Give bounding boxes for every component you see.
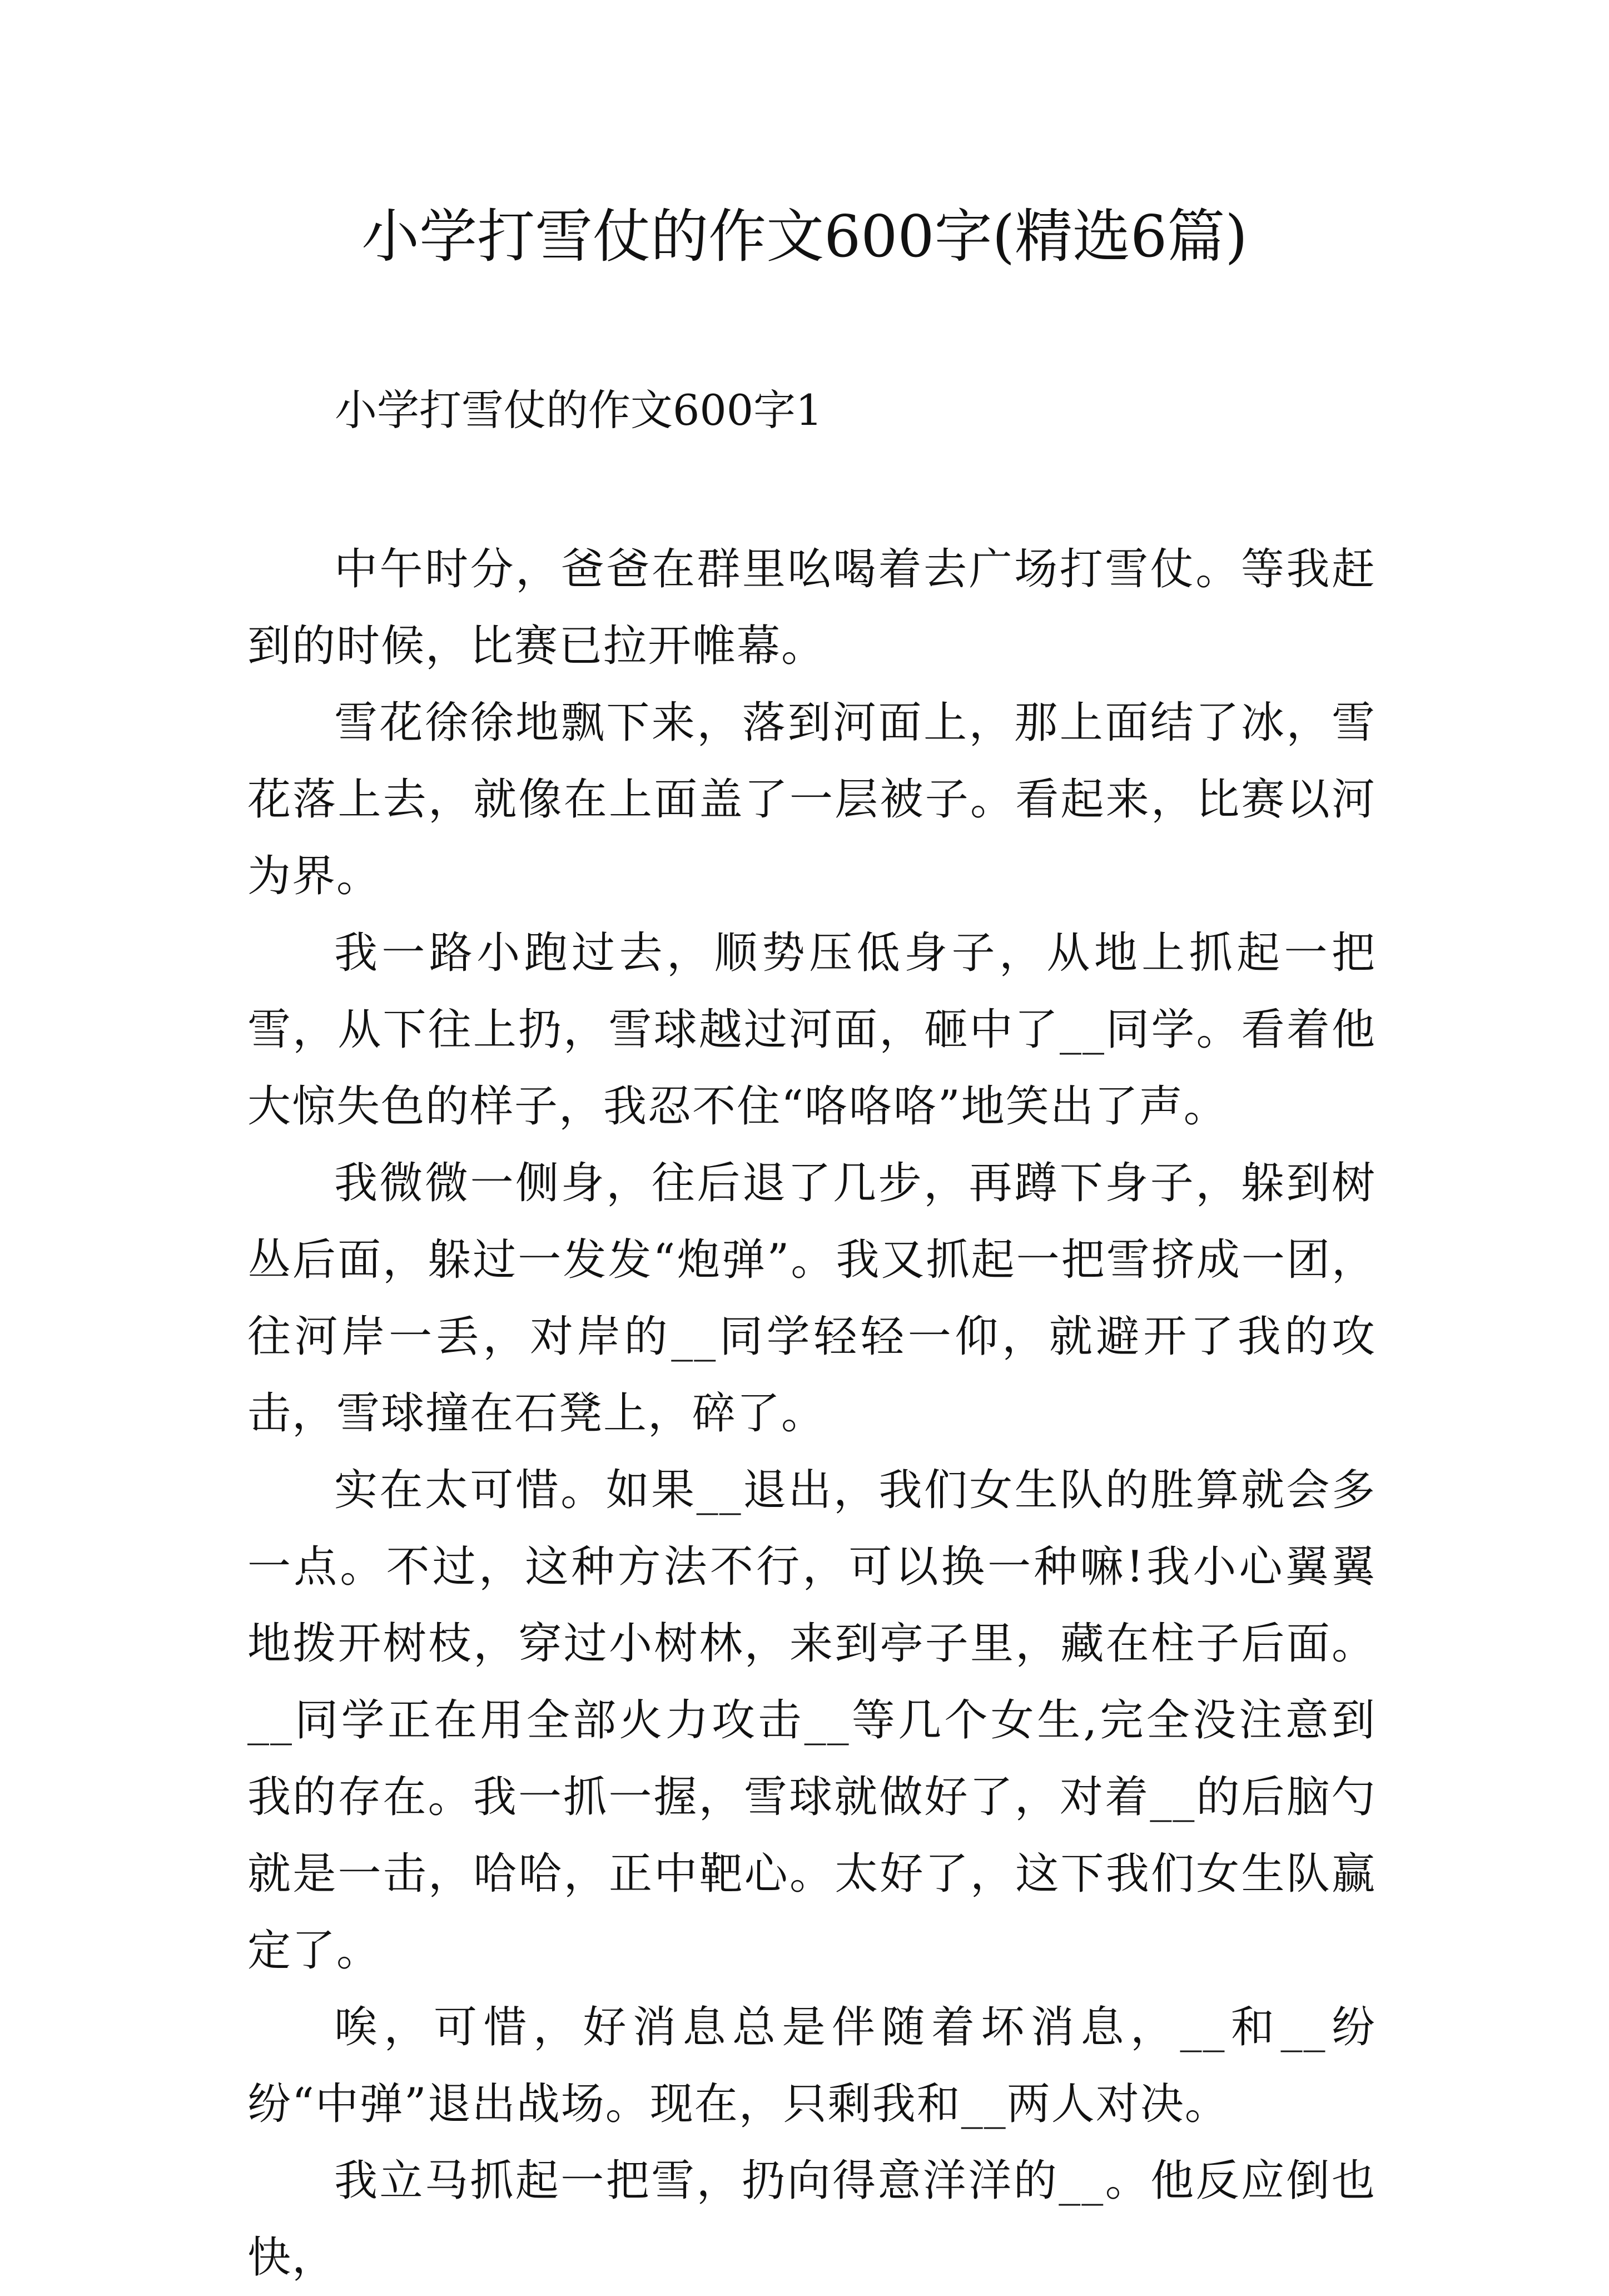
document-title: 小学打雪仗的作文600字(精选6篇) (361, 202, 1248, 270)
paragraph: 唉，可惜，好消息总是伴随着坏消息，__和__纷纷“中弹”退出战场。现在，只剩我和__两人对决。 (247, 2002, 1376, 2129)
essay-body (247, 531, 1376, 2296)
paragraph: 我微微一侧身，往后退了几步，再蹲下身子，躲到树丛后面，躲过一发发“炮弹”。我又抓起一把雪挤成一团，往河岸一丢，对岸的__同学轻轻一仰，就避开了我的攻击，雪球撞在石凳上，碎了。 (247, 1158, 1376, 1439)
paragraph: 我立马抓起一把雪，扔向得意洋洋的__。他反应倒也快， (247, 2156, 1376, 2283)
paragraph: 中午时分，爸爸在群里吆喝着去广场打雪仗。等我赶到的时候，比赛已拉开帷幕。 (247, 544, 1376, 671)
paragraph: 雪花徐徐地飘下来，落到河面上，那上面结了冰，雪花落上去，就像在上面盖了一层被子。看起来，比赛以河为界。 (247, 698, 1376, 901)
paragraph: 实在太可惜。如果__退出，我们女生队的胜算就会多一点。不过，这种方法不行，可以换一种嘛!我小心翼翼地拨开树枝，穿过小树林，来到亭子里，藏在柱子后面。__同学正在用全部火力攻击__等几个女生,完全没注意到我的存在。我一抓一握，雪球就做好了，对着__的后脑勺就是一击，哈哈，正中靶心。太好了，这下我们女生队赢定了。 (247, 1465, 1376, 1976)
section-heading: 小学打雪仗的作文600字1 (335, 385, 823, 435)
paragraph: 我一路小跑过去，顺势压低身子，从地上抓起一把雪，从下往上扔，雪球越过河面，砸中了__同学。看着他大惊失色的样子，我忍不住“咯咯咯”地笑出了声。 (247, 928, 1376, 1132)
